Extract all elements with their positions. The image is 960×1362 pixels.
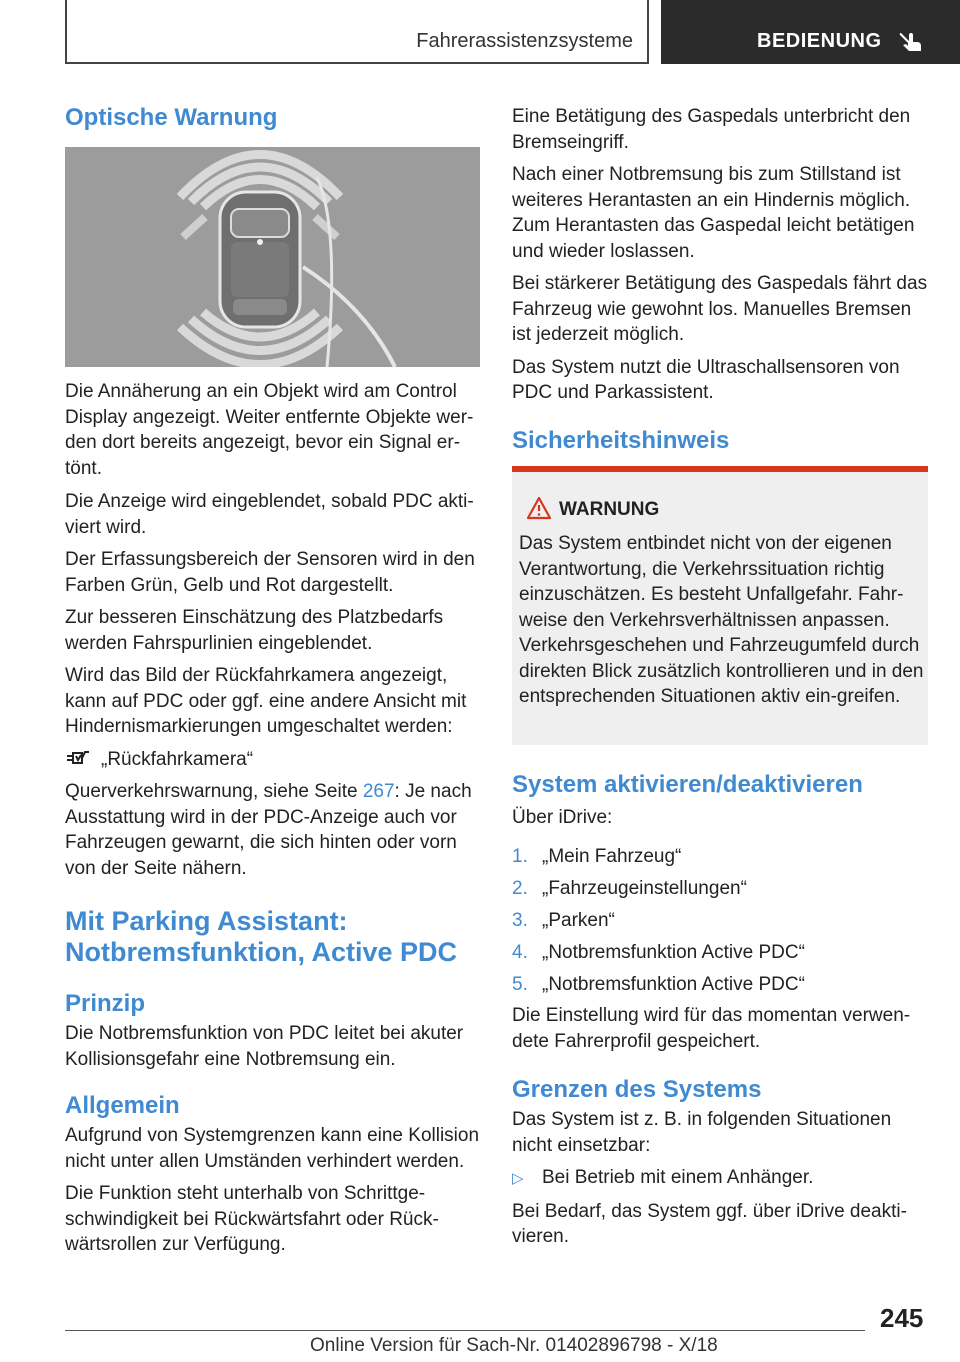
paragraph: Das System nutzt die Ultraschallsensoren von PDC und Parkassistent.: [512, 356, 900, 403]
paragraph: Die Funktion steht unterhalb von Schrittge-schwindigkeit bei Rückwärtsfahrt oder Rück-wärtsrollen zur Verfügung.: [65, 1183, 439, 1255]
heading-optische-warnung: Optische Warnung: [65, 104, 278, 131]
heading-line: Notbremsfunktion, Active PDC: [65, 937, 458, 967]
bullet-triangle-icon: ▷: [512, 1170, 524, 1187]
left-column-text: [65, 379, 483, 1258]
bullet-item: [512, 1165, 930, 1192]
step-number: 1.: [512, 845, 528, 867]
list-item: [512, 940, 930, 966]
heading-allgemein: Allgemein: [65, 1092, 180, 1119]
step-list: [512, 844, 930, 998]
heading-system-aktivieren: System aktivieren/deaktivieren: [512, 771, 863, 798]
step-text: „Notbremsfunktion Active PDC“: [542, 973, 805, 995]
heading-sicherheitshinweis: Sicherheitshinweis: [512, 427, 730, 454]
paragraph: Zur besseren Einschätzung des Platzbedarfs werden Fahrspurlinien eingeblendet.: [65, 607, 444, 654]
heading-grenzen: Grenzen des Systems: [512, 1076, 762, 1103]
warning-text: Das System entbindet nicht von der eigenen Verantwortung, die Verkehrssituation richtig einzuschätzen. Es besteht Unfallgefahr. Fahr-weise den Verkehrsverhältnissen anpassen. Verkehrsgeschehen und Fahrzeugumfeld durch direkten Blick zusätzlich kontrollieren und in den entsprechenden Situationen aktiv ein-greifen.: [519, 533, 924, 707]
paragraph: Über iDrive:: [512, 807, 613, 828]
step-number: 2.: [512, 877, 528, 899]
list-item: [512, 844, 930, 870]
paragraph: Die Einstellung wird für das momentan verwen-dete Fahrerprofil gespeichert.: [512, 1005, 911, 1052]
list-item: [512, 972, 930, 998]
paragraph: Das System ist z. B. in folgenden Situationen nicht einsetzbar:: [512, 1109, 892, 1156]
paragraph: Die Notbremsfunktion von PDC leitet bei akuter Kollisionsgefahr eine Notbremsung ein.: [65, 1023, 464, 1070]
camera-menu-item: [65, 747, 483, 773]
step-number: 3.: [512, 909, 528, 931]
footer-divider: [65, 1330, 865, 1331]
list-item: [512, 876, 930, 902]
pointing-hand-icon: [897, 27, 923, 53]
header-section-box: [65, 0, 649, 64]
step-number: 4.: [512, 941, 528, 963]
header-chapter-title: BEDIENUNG: [757, 30, 882, 52]
list-item: [512, 908, 930, 934]
page-number: 245: [880, 1303, 924, 1333]
warning-box: [512, 466, 928, 745]
header-chapter-box: [661, 0, 960, 64]
paragraph: Nach einer Notbremsung bis zum Stillstand ist weiteres Herantasten an ein Hindernis möglich. Zum Herantasten das Gaspedal leicht betätigen und wieder loslassen.: [512, 164, 915, 262]
footer-online-version: Online Version für Sach-Nr. 01402896798 - X/18: [310, 1335, 718, 1356]
warning-title: WARNUNG: [559, 499, 660, 520]
step-number: 5.: [512, 973, 528, 995]
pdc-car-sensor-graphic: [65, 147, 480, 367]
paragraph: Die Anzeige wird eingeblendet, sobald PDC akti-viert wird.: [65, 491, 474, 538]
paragraph: Die Annäherung an ein Objekt wird am Control Display angezeigt. Weiter entfernte Objekte wer-den dort bereits angezeigt, bevor ein Signal er-tönt.: [65, 381, 474, 479]
page-link[interactable]: 267: [362, 781, 395, 802]
pdc-display-illustration: [65, 147, 480, 367]
paragraph: Wird das Bild der Rückfahrkamera angezeigt, kann auf PDC oder ggf. eine andere Ansicht mit Hindernismarkierungen umgeschaltet werden:: [65, 665, 467, 737]
step-text: „Parken“: [542, 909, 615, 931]
text: : Je nach Ausstattung wird in der PDC-Anzeige auch vor Fahrzeugen gewarnt, die sich hinten oder vorn von der Seite nähern.: [65, 781, 472, 879]
paragraph: Aufgrund von Systemgrenzen kann eine Kollision nicht unter allen Umständen verhindert werden.: [65, 1125, 480, 1172]
heading-line: Mit Parking Assistant:: [65, 906, 348, 936]
paragraph: Eine Betätigung des Gaspedals unterbricht den Bremseingriff.: [512, 106, 911, 153]
right-column-text-bottom: [512, 771, 930, 1250]
warning-triangle-icon: [526, 496, 552, 520]
text: Querverkehrswarnung, siehe Seite: [65, 781, 363, 802]
step-text: „Fahrzeugeinstellungen“: [542, 877, 747, 899]
step-text: „Mein Fahrzeug“: [542, 845, 682, 867]
bullet-text: Bei Betrieb mit einem Anhänger.: [542, 1167, 814, 1188]
paragraph: Bei stärkerer Betätigung des Gaspedals fährt das Fahrzeug wie gewohnt los. Manuelles Bremsen ist jederzeit möglich.: [512, 273, 928, 345]
camera-menu-label: „Rückfahrkamera“: [101, 748, 254, 770]
paragraph: Bei Bedarf, das System ggf. über iDrive deakti-vieren.: [512, 1200, 907, 1247]
right-column-text-top: [512, 104, 930, 406]
header-section-title: Fahrerassistenzsysteme: [416, 30, 633, 52]
heading-parking-assistant: [65, 906, 483, 968]
parking-camera-icon: [65, 748, 91, 768]
step-text: „Notbremsfunktion Active PDC“: [542, 941, 805, 963]
paragraph-querverkehr: [65, 779, 483, 881]
heading-prinzip: Prinzip: [65, 990, 146, 1017]
paragraph: Der Erfassungsbereich der Sensoren wird in den Farben Grün, Gelb und Rot dargestellt.: [65, 549, 475, 596]
